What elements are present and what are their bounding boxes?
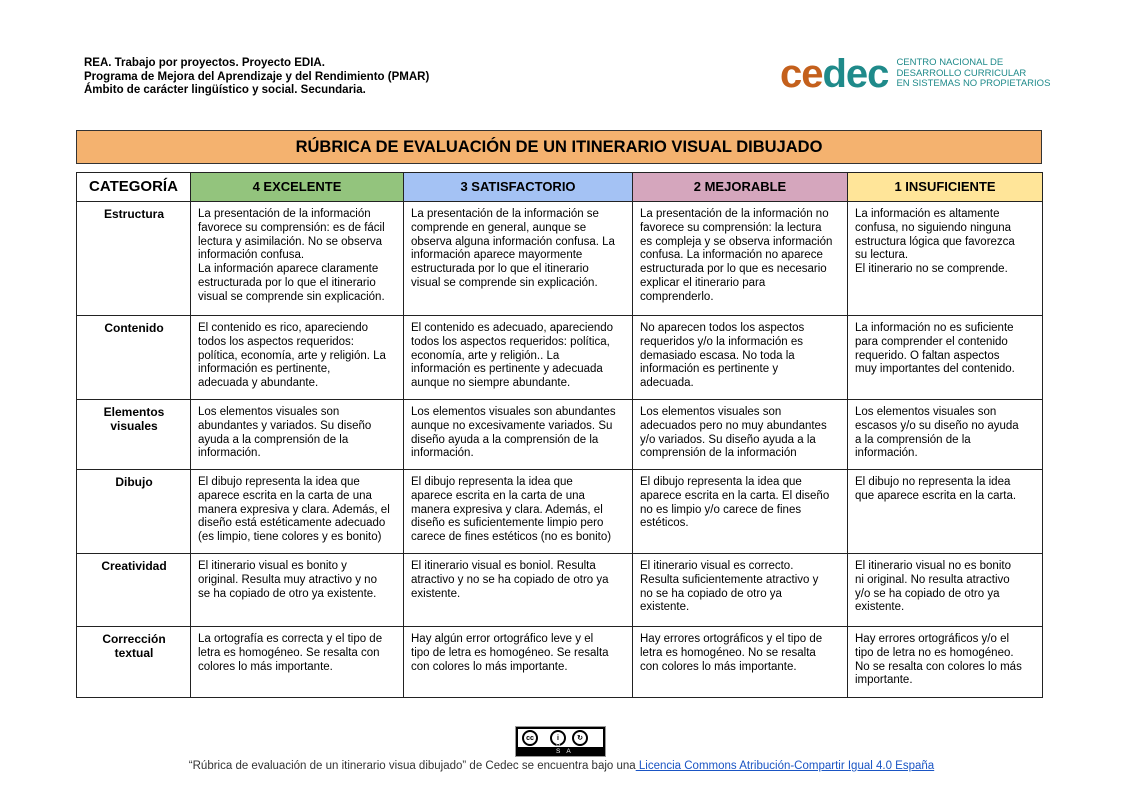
criterion-cell: La información es altamente confusa, no siguiendo ninguna estructura lógica que favorezca su lectura. El itinerario no se comprende. [848, 202, 1043, 316]
badge-labels: BY SA [556, 741, 577, 755]
criterion-cell: Los elementos visuales son abundantes aunque no excesivamente variados. Su diseño ayuda a la comprensión de la información. [404, 400, 633, 470]
license-footer [0, 760, 1123, 772]
category-cell: Creatividad [77, 554, 191, 627]
attribution-icon: i [550, 730, 566, 746]
category-cell: Contenido [77, 316, 191, 400]
table-row [77, 316, 1043, 400]
column-header-insuficiente: 1 INSUFICIENTE [848, 173, 1043, 202]
table-row [77, 627, 1043, 698]
category-cell: Estructura [77, 202, 191, 316]
criterion-cell: La ortografía es correcta y el tipo de letra es homogéneo. Se resalta con colores lo más importante. [191, 627, 404, 698]
criterion-cell: La presentación de la información se comprende en general, aunque se observa alguna información confusa. La información aparece mayormente estructurada por lo que el itinerario visual se comprende sin explicación. [404, 202, 633, 316]
header-row [77, 173, 1043, 202]
column-header-satisfactorio: 3 SATISFACTORIO [404, 173, 633, 202]
license-link[interactable]: Licencia Commons Atribución-Compartir Igual 4.0 España [635, 760, 935, 772]
table-row [77, 400, 1043, 470]
criterion-cell: El dibujo representa la idea que aparece escrita en la carta de una manera expresiva y clara. Además, el diseño está estéticamente adecuado (es limpio, tiene colores y es bonito) [191, 470, 404, 554]
criterion-cell: El itinerario visual es boniol. Resulta atractivo y no se ha copiado de otro ya existente. [404, 554, 633, 627]
logo-word-b: dec [822, 52, 889, 96]
document-header: REA. Trabajo por proyectos. Proyecto EDIA. Programa de Mejora del Aprendizaje y del Rendimiento (PMAR) Ámbito de carácter lingüístico y social. Secundaria. [84, 57, 430, 96]
criterion-cell: El itinerario visual es bonito y original. Resulta muy atractivo y no se ha copiado de otro ya existente. [191, 554, 404, 627]
criterion-cell: Los elementos visuales son escasos y/o su diseño no ayuda a la comprensión de la información. [848, 400, 1043, 470]
criterion-cell: El contenido es adecuado, apareciendo todos los aspectos requeridos: política, economía, arte y religión.. La información es pertinente y adecuada aunque no siempre abundante. [404, 316, 633, 400]
criterion-cell: No aparecen todos los aspectos requeridos y/o la información es demasiado escasa. No toda la información es pertinente y adecuada. [633, 316, 848, 400]
logo-subtitle: CENTRO NACIONAL DE DESARROLLO CURRICULAR EN SISTEMAS NO PROPIETARIOS [896, 57, 1051, 90]
category-cell: Corrección textual [77, 627, 191, 698]
criterion-cell: Los elementos visuales son abundantes y variados. Su diseño ayuda a la comprensión de la información. [191, 400, 404, 470]
table-row [77, 554, 1043, 627]
column-header-mejorable: 2 MEJORABLE [633, 173, 848, 202]
table-row [77, 202, 1043, 316]
criterion-cell: El dibujo representa la idea que aparece escrita en la carta. El diseño no es limpio y/o carece de fines estéticos. [633, 470, 848, 554]
category-cell: Dibujo [77, 470, 191, 554]
cedec-logo [780, 54, 1050, 94]
criterion-cell: El dibujo no representa la idea que aparece escrita en la carta. [848, 470, 1043, 554]
license-text: “Rúbrica de evaluación de un itinerario visua dibujado” de Cedec se encuentra bajo una [188, 760, 636, 772]
share-alike-icon: ↻ [572, 730, 588, 746]
rubric-table [76, 172, 1043, 698]
criterion-cell: Los elementos visuales son adecuados pero no muy abundantes y/o variados. Su diseño ayuda a la comprensión de la información [633, 400, 848, 470]
cc-icon: cc [522, 730, 538, 746]
logo-word-a: ce [780, 52, 823, 96]
table-row [77, 470, 1043, 554]
rubric-title: RÚBRICA DE EVALUACIÓN DE UN ITINERARIO VISUAL DIBUJADO [76, 130, 1042, 164]
criterion-cell: Hay algún error ortográfico leve y el tipo de letra es homogéneo. Se resalta con colores lo más importante. [404, 627, 633, 698]
criterion-cell: El itinerario visual no es bonito ni original. No resulta atractivo y/o se ha copiado de otro ya existente. [848, 554, 1043, 627]
cc-by-sa-badge[interactable] [515, 726, 606, 757]
criterion-cell: El dibujo representa la idea que aparece escrita en la carta de una manera expresiva y clara. Además, el diseño es suficientemente limpio pero carece de fines estéticos (no es bonito) [404, 470, 633, 554]
column-header-excelente: 4 EXCELENTE [191, 173, 404, 202]
column-header-category: CATEGORÍA [77, 173, 191, 202]
criterion-cell: La presentación de la información no favorece su comprensión: la lectura es compleja y se observa información confusa. La información no aparece estructurada por lo que es necesario explicar el itinerario para comprenderlo. [633, 202, 848, 316]
criterion-cell: Hay errores ortográficos y/o el tipo de letra no es homogéneo. No se resalta con colores lo más importante. [848, 627, 1043, 698]
category-cell: Elementos visuales [77, 400, 191, 470]
criterion-cell: La presentación de la información favorece su comprensión: es de fácil lectura y asimilación. No se observa información confusa. La información aparece claramente estructurada por lo que el itinerario visual se comprende sin explicación. [191, 202, 404, 316]
criterion-cell: Hay errores ortográficos y el tipo de letra es homogéneo. No se resalta con colores lo más importante. [633, 627, 848, 698]
criterion-cell: El itinerario visual es correcto. Resulta suficientemente atractivo y no se ha copiado de otro ya existente. [633, 554, 848, 627]
criterion-cell: El contenido es rico, apareciendo todos los aspectos requeridos: política, economía, arte y religión. La información es pertinente, adecuada y abundante. [191, 316, 404, 400]
criterion-cell: La información no es suficiente para comprender el contenido requerido. O faltan aspectos muy importantes del contenido. [848, 316, 1043, 400]
